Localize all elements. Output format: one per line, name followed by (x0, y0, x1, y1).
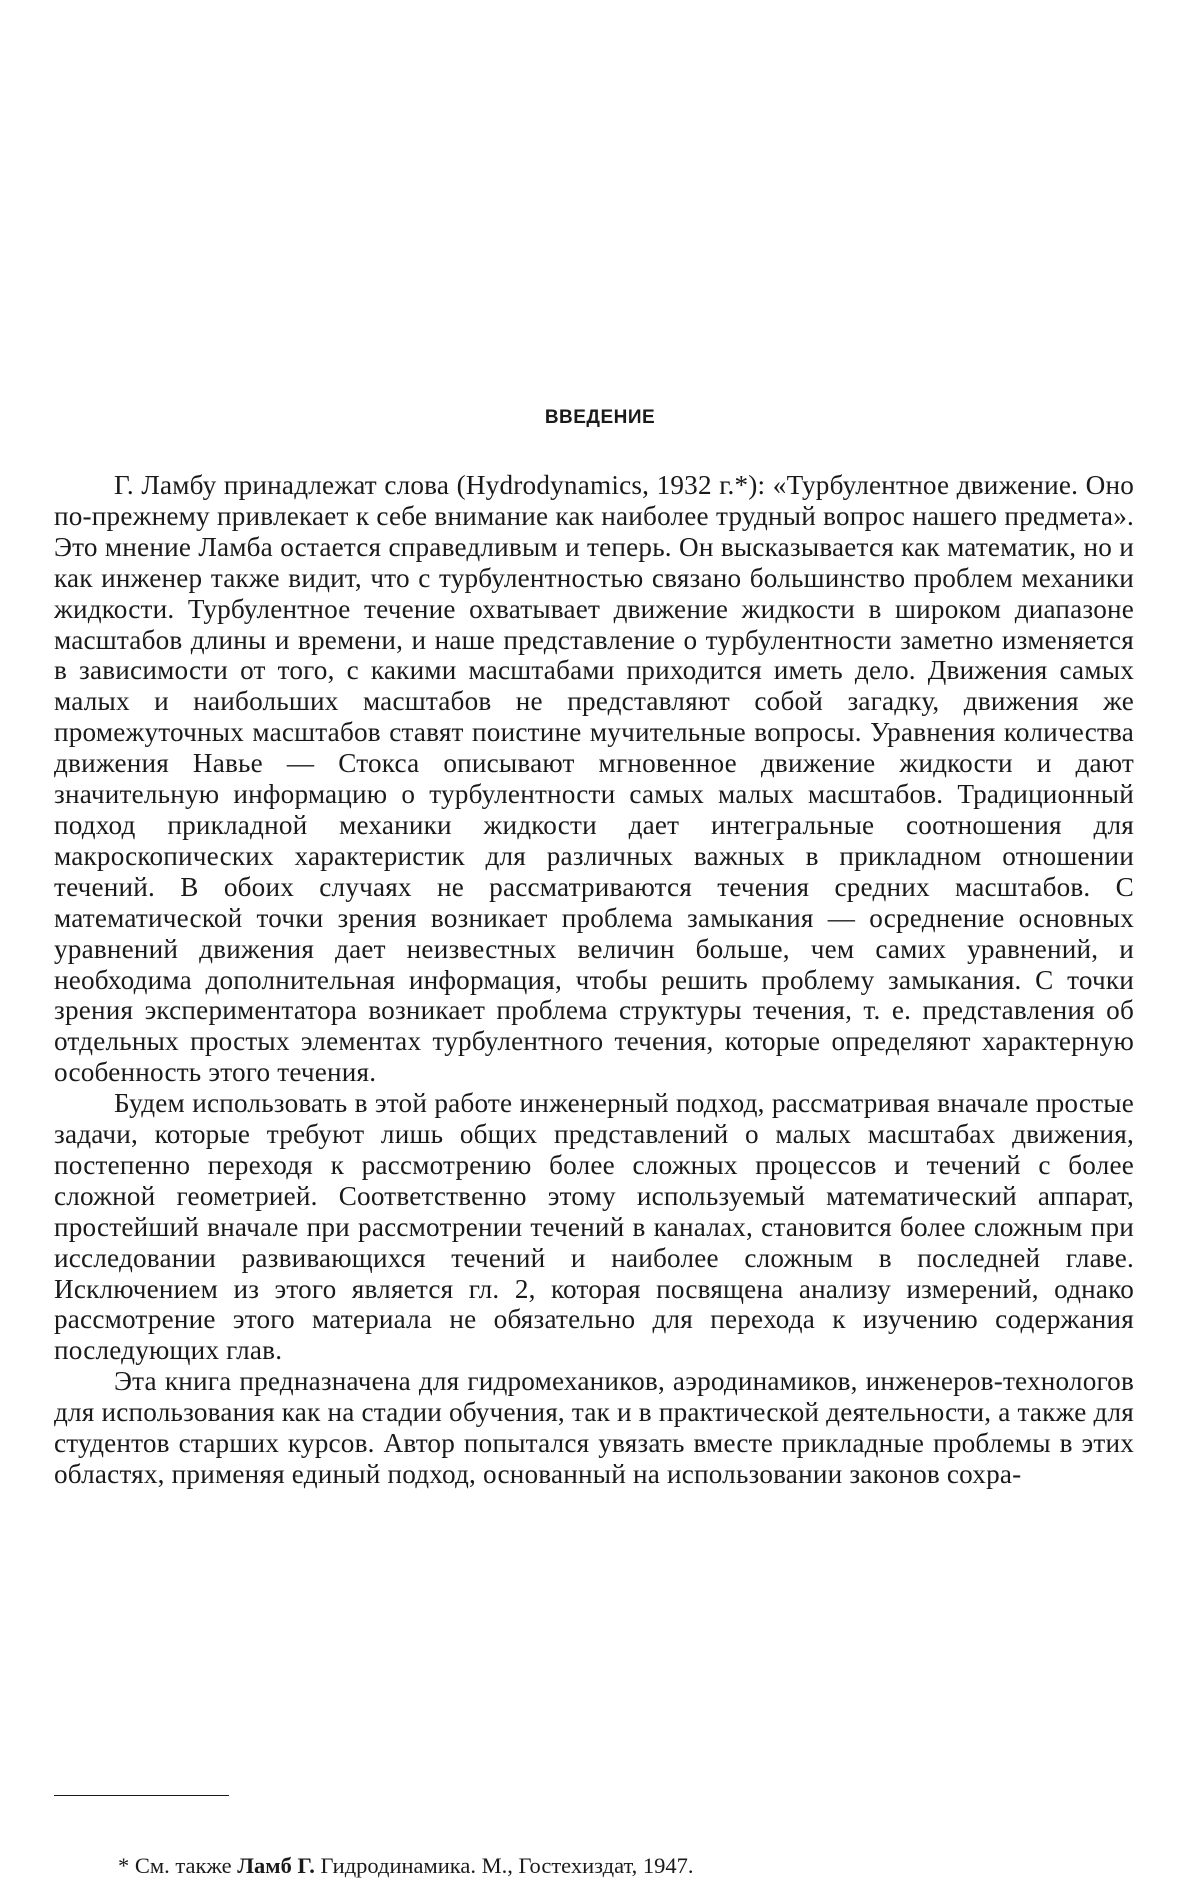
body-text (54, 470, 1134, 1490)
footnote-marker: * (118, 1853, 130, 1878)
paragraph-3: Эта книга предназначена для гидромехаников, аэродинамиков, инженеров-технологов для использования как на стадии обучения, так и в практической деятельности, а также для студентов старших курсов. Автор попытался увязать вместе прикладные проблемы в этих областях, применяя единый подход, основанный на использовании законов сохра- (54, 1366, 1134, 1489)
chapter-heading: ВВЕДЕНИЕ (544, 407, 656, 428)
footnote-separator (54, 1795, 229, 1796)
footnote-prefix: См. также (134, 1853, 232, 1878)
paragraph-2: Будем использовать в этой работе инженерный подход, рассматривая вначале простые задачи, которые требуют лишь общих представлений о малых масштабах движения, постепенно переходя к рассмотрению более сложных процессов и течений с более сложной геометрией. Соответственно этому используемый математический аппарат, простейший вначале при рассмотрении течений в каналах, становится более сложным при исследовании развивающихся течений и наиболее сложным в последней главе. Исключением из этого является гл. 2, которая посвящена анализу измерений, однако рассмотрение этого материала не обязательно для перехода к изучению содержания последующих глав. (54, 1088, 1134, 1366)
footnote-author: Ламб Г. (237, 1853, 315, 1878)
footnote-reference: Гидродинамика. М., Гостехиздат, 1947. (320, 1853, 694, 1878)
footnote (118, 1853, 694, 1879)
paragraph-1: Г. Ламбу принадлежат слова (Hydrodynamics, 1932 г.*): «Турбулентное движение. Оно по-прежнему привлекает к себе внимание как наиболее трудный вопрос нашего предмета». Это мнение Ламба остается справедливым и теперь. Он высказывается как математик, но и как инженер также видит, что с турбулентностью связано большинство проблем механики жидкости. Турбулентное течение охватывает движение жидкости в широком диапазоне масштабов длины и времени, и наше представление о турбулентности заметно изменяется в зависимости от того, с какими масштабами приходится иметь дело. Движения самых малых и наибольших масштабов не представляют собой загадку, движения же промежуточных масштабов ставят поистине мучительные вопросы. Уравнения количества движения Навье — Стокса описывают мгновенное движение жидкости и дают значительную информацию о турбулентности самых малых масштабов. Традиционный подход прикладной механики жидкости дает интегральные соотношения для макроскопических характеристик для различных важных в прикладном отношении течений. В обоих случаях не рассматриваются течения средних масштабов. С математической точки зрения возникает проблема замыкания — осреднение основных уравнений движения дает неизвестных величин больше, чем самих уравнений, и необходима дополнительная информация, чтобы решить проблему замыкания. С точки зрения экспериментатора возникает проблема структуры течения, т. е. представления об отдельных простых элементах турбулентного течения, которые определяют характерную особенность этого течения. (54, 470, 1134, 1088)
